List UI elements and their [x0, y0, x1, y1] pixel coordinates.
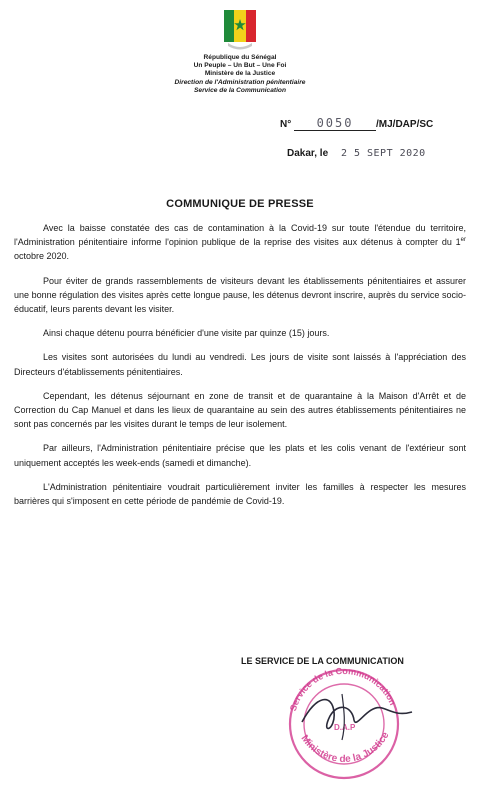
paragraph-2: Pour éviter de grands rassemblements de visiteurs devant les établissements pénitentiaires et assurer une bonne régulation des visites après cette longue pause, les détenus devront inscrire, auprès du service socio-éducatif, leurs parents devant les visiter. [14, 275, 466, 315]
header-line-direction: Direction de l'Administration pénitentiaire [174, 78, 306, 86]
reference-number [280, 116, 433, 131]
signoff: LE SERVICE DE LA COMMUNICATION [241, 656, 404, 666]
reference-suffix: /MJ/DAP/SC [376, 119, 434, 130]
paragraph-3: Ainsi chaque détenu pourra bénéficier d'une visite par quinze (15) jours. [43, 328, 330, 339]
stamp-text-inner: Service de la Communication [287, 665, 398, 713]
paragraph-5: Cependant, les détenus séjournant en zone de transit et de quarantaine à la Maison d'Arrêt et de Correction du Cap Manuel et dans les lieux de quarantaine au sein des autres établissements pénitentiaires ne sont pas concernés par les visites durant le temps de leur isolement. [14, 390, 466, 430]
paragraph-4: Les visites sont autorisées du lundi au vendredi. Les jours de visite sont laissés à l'appréciation des Directeurs d'établissements pénitentiaires. [14, 352, 466, 377]
dateline [287, 148, 426, 159]
reference-number-value: 0050 [294, 116, 376, 131]
svg-text:Ministère de la Justice [299, 730, 392, 765]
paragraph-6: Par ailleurs, l'Administration pénitentiaire précise que les plats et les colis venant de l'extérieur sont uniquement acceptés les week-ends (samedi et dimanche). [14, 443, 466, 468]
document-body [14, 221, 466, 518]
stamp-text-outer: Ministère de la Justice [298, 730, 392, 766]
header-line-republic: République du Sénégal [203, 54, 277, 61]
stamp-center: D.A.P [334, 723, 356, 732]
senegal-flag-emblem [224, 10, 256, 52]
header-line-ministry: Ministère de la Justice [204, 70, 276, 78]
reference-prefix: N° [280, 119, 292, 130]
dateline-date-stamp: 2 5 SEPT 2020 [340, 148, 426, 159]
dateline-place: Dakar, le [287, 148, 329, 159]
header-institution [0, 54, 480, 95]
header-line-service: Service de la Communication [194, 86, 286, 94]
paragraph-1: Avec la baisse constatée des cas de contamination à la Covid-19 sur toute l'étendue du territoire, l'Administration pénitentiaire informe l'opinion publique de la reprise des visites aux détenus à compter du 1er octobre 2020. [14, 223, 466, 262]
official-stamp-and-signature [272, 664, 422, 782]
signature-mark [302, 700, 412, 729]
document-title: COMMUNIQUE DE PRESSE [166, 198, 314, 210]
paragraph-7: L'Administration pénitentiaire voudrait particulièrement inviter les familles à respecter les mesures barrières qui s'imposent en cette période de pandémie de Covid-19. [14, 481, 466, 507]
header-line-motto: Un Peuple – Un But – Une Foi [193, 62, 287, 70]
